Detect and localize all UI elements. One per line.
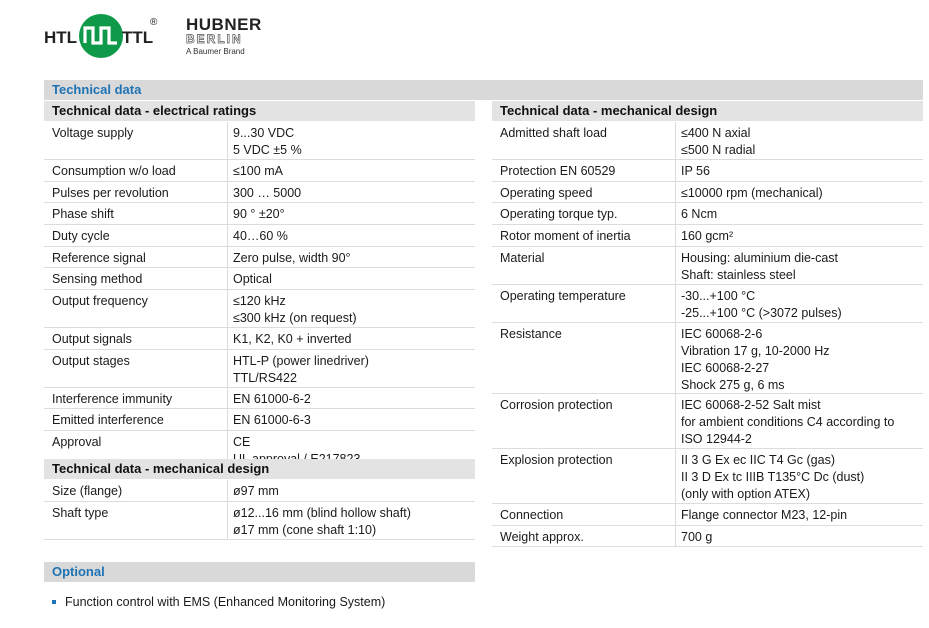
column-divider xyxy=(227,388,228,409)
row-value-line: EN 61000-6-2 xyxy=(233,391,311,406)
column-divider xyxy=(675,504,676,525)
table-row xyxy=(492,160,923,182)
table-row xyxy=(492,285,923,323)
row-value-line: ISO 12944-2 xyxy=(681,432,752,447)
row-label: Shaft type xyxy=(52,505,109,520)
row-value-line: ≤100 mA xyxy=(233,164,283,179)
row-value-line: 300 … 5000 xyxy=(233,185,302,200)
row-value-line: ≤400 N axial xyxy=(681,126,751,140)
row-label: Phase shift xyxy=(52,207,114,222)
row-label: Explosion protection xyxy=(500,453,613,468)
row-value-line: IEC 60068-2-52 Salt mist xyxy=(681,398,821,413)
row-value-line: 5 VDC ±5 % xyxy=(233,143,302,157)
table-row xyxy=(44,480,475,502)
row-value-line: II 3 D Ex tc IIIB T135°C Dc (dust) xyxy=(681,470,865,485)
table-row xyxy=(492,323,923,394)
row-label: Interference immunity xyxy=(52,391,173,406)
row-value-line: Shock 275 g, 6 ms xyxy=(681,378,785,392)
column-divider xyxy=(675,394,676,448)
table-row xyxy=(44,203,475,225)
column-divider xyxy=(675,285,676,322)
row-value-line: ≤300 kHz (on request) xyxy=(233,310,357,325)
column-divider xyxy=(227,122,228,159)
row-label: Operating temperature xyxy=(500,288,626,303)
row-value-line: (only with option ATEX) xyxy=(681,487,810,502)
row-label: Weight approx. xyxy=(500,529,584,544)
row-value xyxy=(233,185,301,202)
row-value xyxy=(681,206,717,223)
row-value xyxy=(681,507,847,524)
row-value-line: Optical xyxy=(233,272,272,287)
mechanical-design-right-title: Technical data - mechanical design xyxy=(500,103,718,118)
row-value xyxy=(233,391,311,408)
row-value xyxy=(681,125,755,159)
table-row xyxy=(492,526,923,548)
column-divider xyxy=(227,502,228,539)
table-row xyxy=(492,122,923,160)
row-value-line: 160 gcm² xyxy=(681,229,734,243)
row-label: Approval xyxy=(52,435,102,449)
row-value xyxy=(681,452,864,503)
row-value xyxy=(233,505,411,539)
table-row xyxy=(44,182,475,204)
row-value xyxy=(233,293,357,327)
row-label: Corrosion protection xyxy=(500,398,613,413)
brand-name: HUBNER xyxy=(186,15,262,34)
column-divider xyxy=(675,160,676,181)
column-divider xyxy=(675,323,676,393)
row-label: Operating torque typ. xyxy=(500,207,618,222)
row-label: Protection EN 60529 xyxy=(500,164,616,179)
row-value-line: ≤10000 rpm (mechanical) xyxy=(681,185,823,200)
row-value-line: EN 61000-6-3 xyxy=(233,413,311,428)
table-row xyxy=(492,394,923,449)
row-value-line: IP 56 xyxy=(681,164,710,179)
row-value-line: 700 g xyxy=(681,529,713,544)
row-value-line: Shaft: stainless steel xyxy=(681,267,796,282)
row-value-line: ≤500 N radial xyxy=(681,143,756,157)
optional-item-text: Function control with EMS (Enhanced Monitoring System) xyxy=(65,595,386,609)
row-value xyxy=(681,288,842,322)
mechanical-design-left-title: Technical data - mechanical design xyxy=(52,461,270,476)
technical-data-title: Technical data xyxy=(52,82,142,97)
table-row xyxy=(492,247,923,285)
table-row xyxy=(492,182,923,204)
table-row xyxy=(492,504,923,526)
row-label: Operating speed xyxy=(500,185,593,200)
column-divider xyxy=(227,203,228,224)
row-label: Pulses per revolution xyxy=(52,185,169,200)
row-label: Rotor moment of inertia xyxy=(500,229,631,243)
optional-item xyxy=(52,595,385,609)
row-label: Sensing method xyxy=(52,272,143,287)
column-divider xyxy=(227,409,228,430)
mechanical-design-right-header xyxy=(492,101,923,121)
row-value xyxy=(681,163,710,180)
column-divider xyxy=(227,290,228,327)
row-value-line: for ambient conditions C4 according to xyxy=(681,415,895,430)
column-divider xyxy=(675,182,676,203)
row-label: Output signals xyxy=(52,332,132,346)
row-value-line: -30...+100 °C xyxy=(681,288,756,303)
table-row xyxy=(44,122,475,160)
logo-ttl-text: TTL xyxy=(122,28,154,47)
column-divider xyxy=(675,203,676,224)
table-row xyxy=(44,247,475,269)
row-value-line: Flange connector M23, 12-pin xyxy=(681,508,848,522)
row-value-line: Vibration 17 g, 10-2000 Hz xyxy=(681,344,830,358)
table-row xyxy=(492,225,923,247)
column-divider xyxy=(227,182,228,203)
row-value-line: Housing: aluminium die-cast xyxy=(681,250,839,265)
row-label: Voltage supply xyxy=(52,126,134,140)
table-row xyxy=(44,268,475,290)
row-value xyxy=(681,529,712,546)
row-value-line: IEC 60068-2-6 xyxy=(681,327,763,341)
row-value-line: HTL-P (power linedriver) xyxy=(233,353,369,368)
row-value xyxy=(681,326,829,394)
column-divider xyxy=(227,350,228,387)
column-divider xyxy=(227,268,228,289)
row-label: Emitted interference xyxy=(52,413,164,428)
row-value xyxy=(233,228,288,245)
row-label: Resistance xyxy=(500,327,562,341)
table-row xyxy=(44,502,475,540)
column-divider xyxy=(227,328,228,349)
hubner-logo xyxy=(186,16,262,57)
row-value-line: II 3 G Ex ec IIC T4 Gc (gas) xyxy=(681,453,835,468)
row-value xyxy=(233,483,279,500)
row-value xyxy=(233,353,369,387)
row-label: Connection xyxy=(500,508,564,522)
technical-data-header xyxy=(44,80,923,100)
htl-ttl-logo xyxy=(44,13,160,59)
row-value xyxy=(681,397,894,448)
row-label: Duty cycle xyxy=(52,229,110,243)
row-value-line: ≤120 kHz xyxy=(233,293,286,308)
logo-htl-text: HTL xyxy=(44,28,78,47)
table-row xyxy=(44,328,475,350)
row-label: Material xyxy=(500,250,545,265)
row-value-line: ø97 mm xyxy=(233,484,279,498)
column-divider xyxy=(227,247,228,268)
registered-mark: ® xyxy=(150,17,158,28)
column-divider xyxy=(675,247,676,284)
row-label: Reference signal xyxy=(52,250,146,265)
column-divider xyxy=(227,160,228,181)
row-value xyxy=(233,412,311,429)
optional-title: Optional xyxy=(52,564,105,579)
table-row xyxy=(44,350,475,388)
row-value-line: 9...30 VDC xyxy=(233,126,295,140)
row-value xyxy=(233,271,272,288)
row-value-line: IEC 60068-2-27 xyxy=(681,361,770,375)
table-row xyxy=(492,203,923,225)
row-value-line: Zero pulse, width 90° xyxy=(233,250,351,265)
column-divider xyxy=(227,480,228,501)
table-row xyxy=(44,290,475,328)
row-label: Size (flange) xyxy=(52,484,123,498)
bullet-square-icon xyxy=(52,600,56,604)
optional-header xyxy=(44,562,475,582)
row-label: Consumption w/o load xyxy=(52,164,176,179)
column-divider xyxy=(227,225,228,246)
row-value-line: CE xyxy=(233,435,251,449)
table-row xyxy=(492,449,923,504)
row-value xyxy=(233,250,351,267)
table-row xyxy=(44,225,475,247)
row-value-line: ø12...16 mm (blind hollow shaft) xyxy=(233,505,411,520)
row-value xyxy=(681,185,823,202)
table-row xyxy=(44,388,475,410)
column-divider xyxy=(675,122,676,159)
brand-tagline: A Baumer Brand xyxy=(186,47,245,56)
row-label: Admitted shaft load xyxy=(500,126,608,140)
row-value xyxy=(681,250,838,284)
table-row xyxy=(44,160,475,182)
brand-city: BERLIN xyxy=(186,32,243,46)
row-value xyxy=(233,163,283,180)
mechanical-design-left-header xyxy=(44,459,475,479)
column-divider xyxy=(675,449,676,503)
electrical-ratings-title: Technical data - electrical ratings xyxy=(52,103,257,118)
row-value xyxy=(233,125,302,159)
row-value-line: 40…60 % xyxy=(233,229,288,243)
row-value-line: -25...+100 °C (>3072 pulses) xyxy=(681,305,842,320)
row-value-line: 90 ° ±20° xyxy=(233,207,285,222)
row-value xyxy=(233,331,351,348)
row-value-line: K1, K2, K0 + inverted xyxy=(233,332,352,346)
column-divider xyxy=(675,225,676,246)
column-divider xyxy=(675,526,676,547)
row-label: Output stages xyxy=(52,353,130,368)
row-label: Output frequency xyxy=(52,293,148,308)
row-value-line: ø17 mm (cone shaft 1:10) xyxy=(233,522,377,537)
row-value xyxy=(233,206,285,223)
row-value-line: TTL/RS422 xyxy=(233,370,297,385)
row-value-line: 6 Ncm xyxy=(681,207,718,222)
row-value xyxy=(681,228,733,245)
table-row xyxy=(44,409,475,431)
electrical-ratings-header xyxy=(44,101,475,121)
